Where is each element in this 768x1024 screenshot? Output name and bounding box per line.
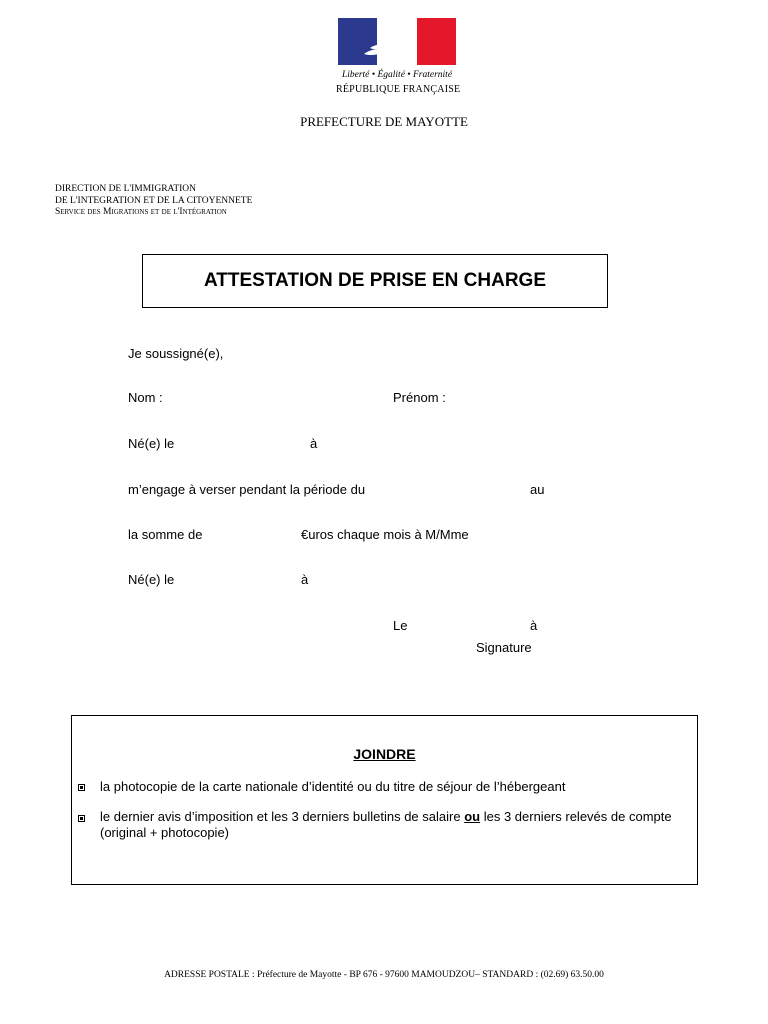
birth-date-label-2: Né(e) le <box>128 572 175 587</box>
soussigne-label: Je soussigné(e), <box>128 346 224 361</box>
direction-line-3: Service des Migrations et de l'Intégration <box>55 207 227 217</box>
bullet-icon <box>78 784 85 791</box>
birth-place-label-2: à <box>301 572 309 587</box>
republique-francaise-text: RÉPUBLIQUE FRANÇAISE <box>336 84 461 95</box>
engagement-label: m’engage à verser pendant la période du <box>128 482 366 497</box>
prefecture-heading: PREFECTURE DE MAYOTTE <box>300 114 468 129</box>
republique-francaise-logo <box>336 18 461 102</box>
motto: Liberté • Égalité • Fraternité <box>341 70 453 80</box>
prenom-label: Prénom : <box>393 390 446 405</box>
joindre-item-2 <box>100 809 685 841</box>
date-label: Le <box>393 618 408 633</box>
nom-label: Nom : <box>128 390 163 405</box>
joindre-item-1: la photocopie de la carte nationale d’identité ou du titre de séjour de l’hébergeant <box>100 779 566 794</box>
footer-address: ADRESSE POSTALE : Préfecture de Mayotte - BP 676 - 97600 MAMOUDZOU– STANDARD : (02.69) 63.50.00 <box>164 970 604 980</box>
birth-place-label-1: à <box>310 436 318 451</box>
marianne-icon <box>360 18 420 65</box>
place-label: à <box>530 618 538 633</box>
period-end-label: au <box>530 482 545 497</box>
title-box <box>142 254 608 308</box>
document-title: ATTESTATION DE PRISE EN CHARGE <box>203 270 547 291</box>
joindre-item-2-text-b: les 3 derniers relevés de compte (original + photocopie) <box>100 809 672 840</box>
euros-label: €uros chaque mois à M/Mme <box>301 527 469 542</box>
signature-label: Signature <box>476 640 532 655</box>
joindre-title: JOINDRE <box>353 746 416 762</box>
direction-line-1: DIRECTION DE L'IMMIGRATION <box>55 184 197 194</box>
birth-date-label-1: Né(e) le <box>128 436 175 451</box>
direction-block <box>55 184 252 219</box>
joindre-box <box>71 715 698 885</box>
amount-label: la somme de <box>128 527 203 542</box>
joindre-item-2-text-a: le dernier avis d’imposition et les 3 derniers bulletins de salaire <box>100 809 461 824</box>
direction-line-2: DE L'INTEGRATION ET DE LA CITOYENNETE <box>55 195 253 206</box>
joindre-item-2-or: ou <box>464 809 481 824</box>
bullet-icon <box>78 815 85 822</box>
